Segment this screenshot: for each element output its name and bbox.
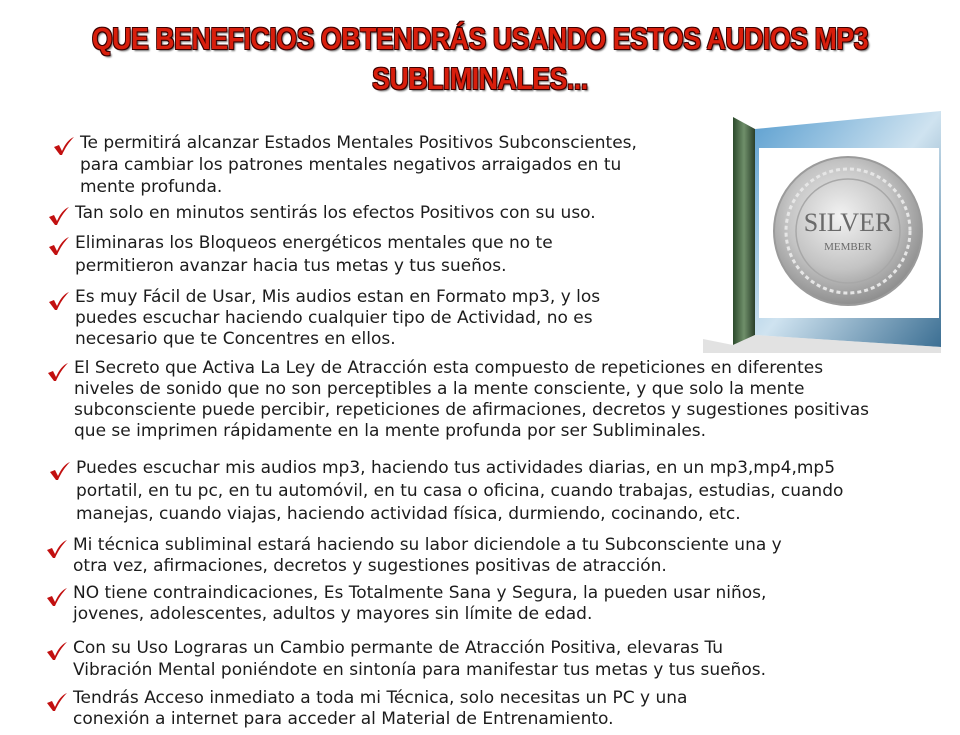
benefit-text-line: Con su Uso Lograras un Cambio permante de Atracción Positiva, elevaras Tu xyxy=(73,638,724,658)
benefit-text-line: jovenes, adolescentes, adultos y mayores sin límite de edad. xyxy=(73,604,593,624)
benefit-text-line: para cambiar los patrones mentales negativos arraigados en tu xyxy=(80,155,622,175)
page-title: QUE BENEFICIOS OBTENDRÁS USANDO ESTOS AUDIOS MP3 xyxy=(91,21,869,56)
checkmark-icon xyxy=(47,236,71,256)
benefit-text-line: que se imprimen rápidamente en la mente profunda por ser Subliminales. xyxy=(74,421,707,441)
benefit-text-line: Te permitirá alcanzar Estados Mentales Positivos Subconscientes, xyxy=(80,133,637,153)
checkmark-icon xyxy=(45,641,69,661)
benefit-text-line: manejas, cuando viajas, haciendo actividad física, durmiendo, cocinando, etc. xyxy=(76,504,741,524)
benefit-text-line: puedes escuchar haciendo cualquier tipo de Actividad, no es xyxy=(75,308,593,328)
checkmark-icon xyxy=(47,206,71,226)
benefit-text-line: Tendrás Acceso inmediato a toda mi Técnica, solo necesitas un PC y una xyxy=(73,688,688,708)
benefit-text-line: Mi técnica subliminal estará haciendo su labor diciendole a tu Subconsciente una y xyxy=(73,535,782,555)
benefit-text-line: mente profunda. xyxy=(80,177,223,197)
checkmark-icon xyxy=(52,136,76,156)
badge-subtitle: MEMBER xyxy=(824,241,872,253)
product-box-image xyxy=(703,103,943,353)
benefit-text-line: Eliminaras los Bloqueos energéticos mentales que no te xyxy=(75,233,553,253)
checkmark-icon xyxy=(45,692,69,712)
benefit-text-line: otra vez, afirmaciones, decretos y sugestiones positivas de atracción. xyxy=(73,556,667,576)
benefit-text-line: El Secreto que Activa La Ley de Atracción esta compuesto de repeticiones en diferentes xyxy=(74,358,824,378)
benefit-text-line: Tan solo en minutos sentirás los efectos Positivos con su uso. xyxy=(75,203,596,223)
benefit-text-line: conexión a internet para acceder al Material de Entrenamiento. xyxy=(73,709,614,729)
checkmark-icon xyxy=(48,461,72,481)
benefit-text-line: Puedes escuchar mis audios mp3, haciendo tus actividades diarias, en un mp3,mp4,mp5 xyxy=(76,458,836,478)
checkmark-icon xyxy=(45,587,69,607)
checkmark-icon xyxy=(46,362,70,382)
checkmark-icon xyxy=(47,291,71,311)
benefit-text-line: niveles de sonido que no son perceptibles a la mente consciente, y que solo la mente xyxy=(74,379,805,399)
benefit-text-line: Vibración Mental poniéndote en sintonía para manifestar tus metas y tus sueños. xyxy=(73,660,766,680)
benefit-text-line: permitieron avanzar hacia tus metas y tus sueños. xyxy=(75,256,507,276)
benefit-text-line: necesario que te Concentres en ellos. xyxy=(75,329,396,349)
benefit-text-line: NO tiene contraindicaciones, Es Totalmente Sana y Segura, la pueden usar niños, xyxy=(73,583,767,603)
checkmark-icon xyxy=(45,539,69,559)
benefit-text-line: subconsciente puede percibir, repeticiones de afirmaciones, decretos y sugestiones positivas xyxy=(74,400,870,420)
benefit-text-line: portatil, en tu pc, en tu automóvil, en tu casa o oficina, cuando trabajas, estudias, cuando xyxy=(76,481,844,501)
badge-title: SILVER xyxy=(803,208,893,237)
page-title-continued: SUBLIMINALES... xyxy=(372,61,588,96)
benefit-text-line: Es muy Fácil de Usar, Mis audios estan en Formato mp3, y los xyxy=(75,287,601,307)
